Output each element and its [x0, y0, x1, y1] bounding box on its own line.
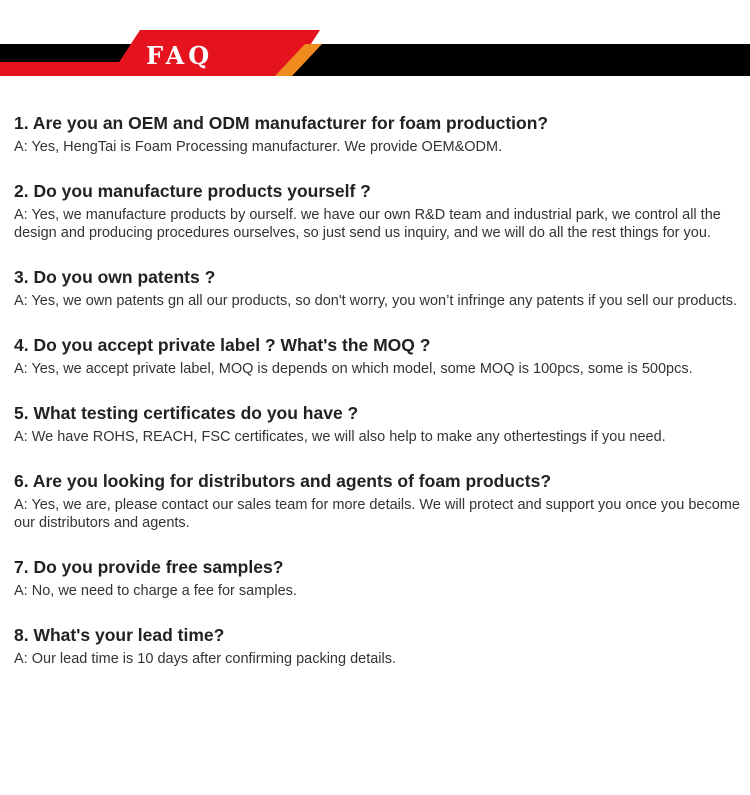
faq-item — [14, 112, 740, 156]
faq-answer: A: We have ROHS, REACH, FSC certificates, we will also help to make any othertestings if you need. — [14, 429, 666, 445]
faq-item — [14, 180, 740, 242]
page-title: FAQ — [146, 41, 214, 70]
faq-question: 3. Do you own patents ? — [14, 267, 216, 287]
faq-item — [14, 266, 740, 310]
banner-black-stripe-right — [270, 44, 750, 76]
faq-answer: A: Yes, we own patents gn all our products, so don't worry, you won’t infringe any patents if you sell our products. — [14, 293, 738, 309]
faq-question: 5. What testing certificates do you have ? — [14, 403, 359, 423]
faq-item — [14, 624, 740, 668]
faq-question: 4. Do you accept private label ? What's the MOQ ? — [14, 335, 431, 355]
faq-banner — [0, 30, 750, 76]
faq-answer: A: No, we need to charge a fee for samples. — [14, 583, 297, 599]
faq-question: 1. Are you an OEM and ODM manufacturer for foam production? — [14, 113, 549, 133]
faq-answer: A: Yes, we accept private label, MOQ is depends on which model, some MOQ is 100pcs, some is 500pcs. — [14, 361, 693, 377]
faq-answer: A: Yes, HengTai is Foam Processing manufacturer. We provide OEM&ODM. — [14, 139, 503, 155]
faq-item — [14, 334, 740, 378]
faq-item — [14, 556, 740, 600]
faq-list — [14, 112, 740, 692]
faq-answer: A: Yes, we are, please contact our sales team for more details. We will protect and support you once you become our distributors and agents. — [14, 497, 740, 531]
banner-red-underline — [0, 62, 135, 76]
banner-graphic — [0, 30, 750, 76]
faq-answer: A: Our lead time is 10 days after confirming packing details. — [14, 651, 397, 667]
faq-item — [14, 402, 740, 446]
faq-question: 2. Do you manufacture products yourself ? — [14, 181, 371, 201]
faq-item — [14, 470, 740, 532]
faq-question: 7. Do you provide free samples? — [14, 557, 284, 577]
faq-question: 8. What's your lead time? — [14, 625, 225, 645]
faq-answer: A: Yes, we manufacture products by ourself. we have our own R&D team and industrial park, we control all the design and producing procedures ourselves, so just send us inquiry, and we will do all the rest things for you. — [14, 207, 721, 241]
faq-question: 6. Are you looking for distributors and agents of foam products? — [14, 471, 552, 491]
